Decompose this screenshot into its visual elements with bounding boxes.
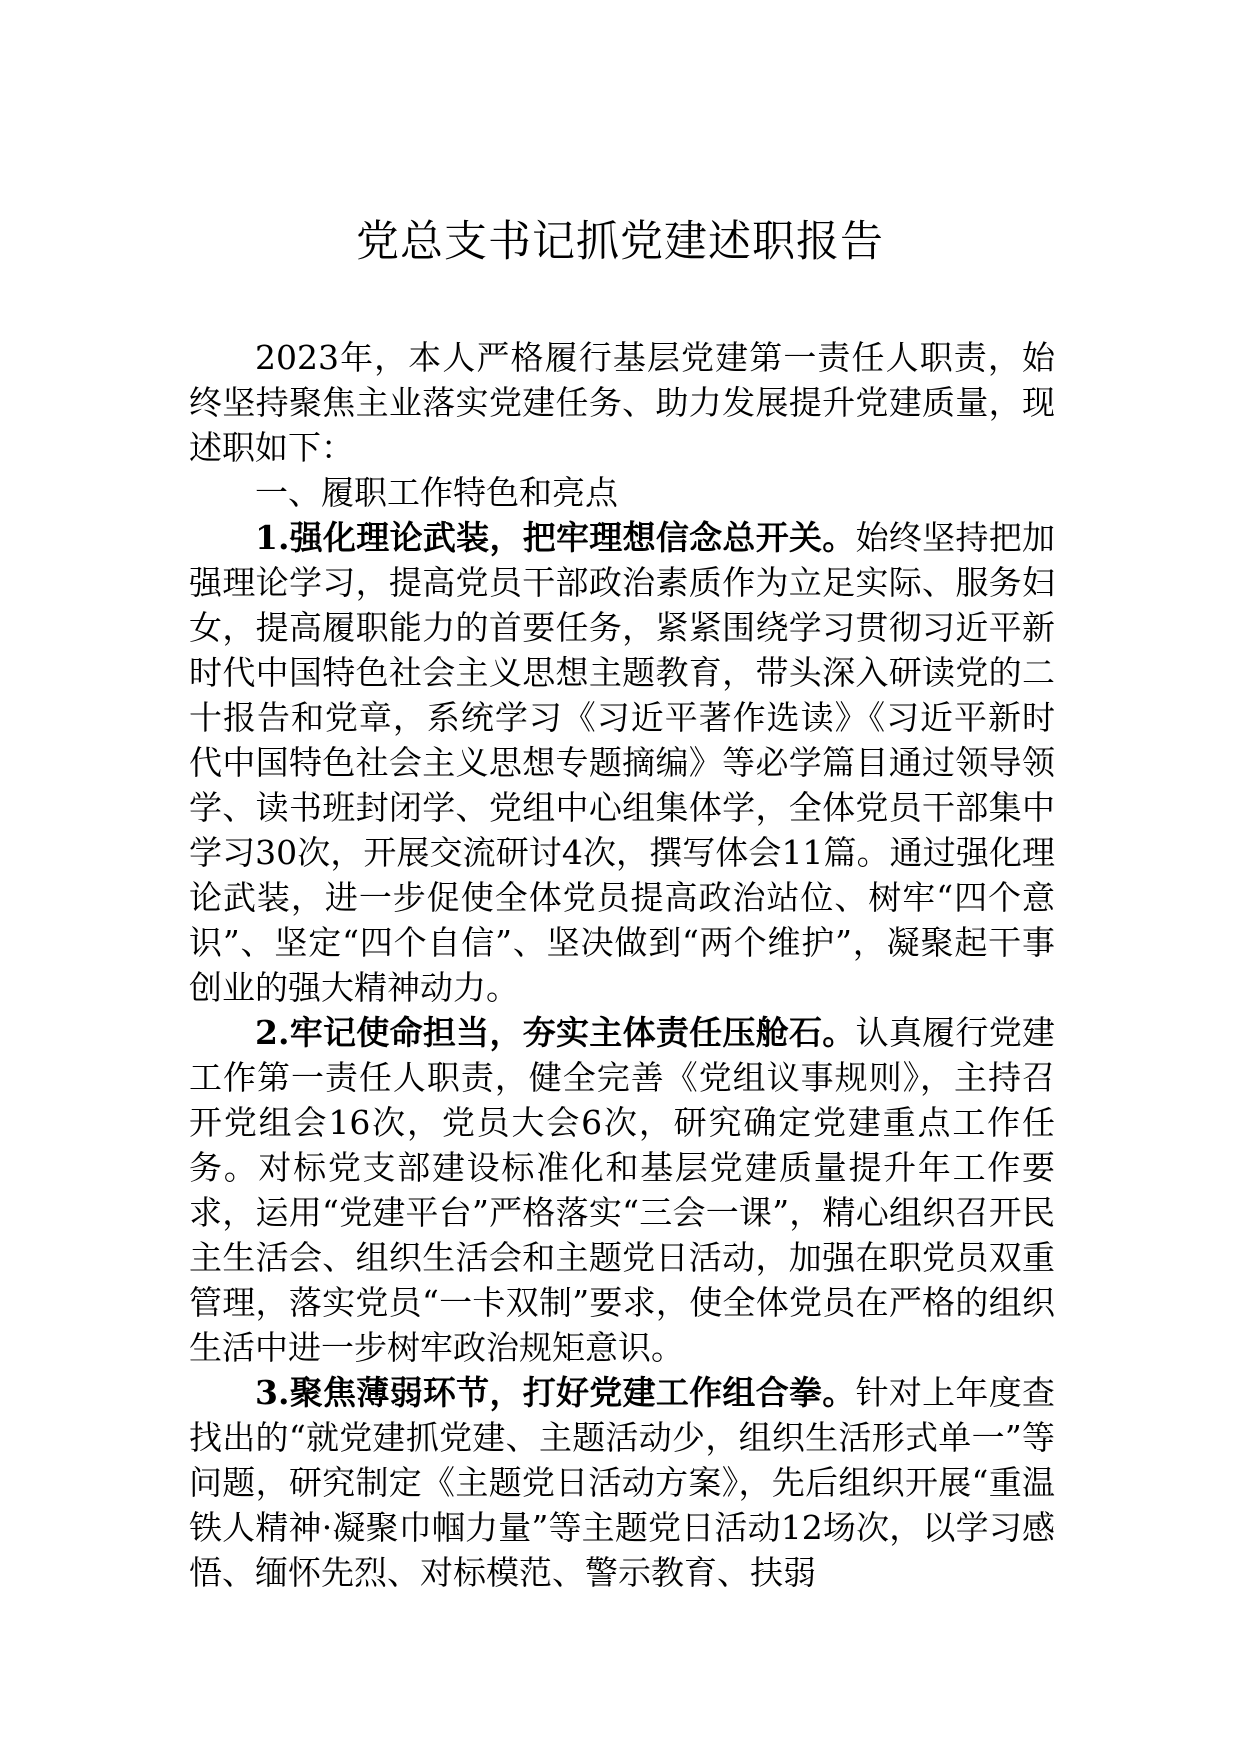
document-title: 党总支书记抓党建述职报告 xyxy=(356,217,884,267)
item-paragraph-2 xyxy=(189,1010,1055,1370)
item-paragraph-1 xyxy=(189,515,1055,1010)
item-text-3: 针对上年度查找出的“就党建抓党建、主题活动少，组织生活形式单一”等问题，研究制定《主题党日活动方案》，先后组织开展“重温铁人精神·凝聚巾帼力量”等主题党日活动12场次，以学习感悟、缅怀先烈、对标模范、警示教育、扶弱 xyxy=(189,1373,1056,1592)
item-text-2: 认真履行党建工作第一责任人职责，健全完善《党组议事规则》，主持召开党组会16次，党员大会6次，研究确定党建重点工作任务。对标党支部建设标准化和基层党建质量提升年工作要求，运用“党建平台”严格落实“三会一课”，精心组织召开民主生活会、组织生活会和主题党日活动，加强在职党员双重管理，落实党员“一卡双制”要求，使全体党员在严格的组织生活中进一步树牢政治规矩意识。 xyxy=(189,1013,1056,1367)
section-heading: 一、履职工作特色和亮点 xyxy=(255,473,618,512)
item-paragraph-3 xyxy=(189,1370,1055,1595)
item-lead-1: 1.强化理论武装，把牢理想信念总开关。 xyxy=(255,518,856,557)
item-lead-2: 2.牢记使命担当，夯实主体责任压舱石。 xyxy=(255,1013,856,1052)
intro-paragraph: 2023年，本人严格履行基层党建第一责任人职责，始终坚持聚焦主业落实党建任务、助力发展提升党建质量，现述职如下： xyxy=(189,338,1055,467)
item-lead-3: 3.聚焦薄弱环节，打好党建工作组合拳。 xyxy=(255,1373,856,1412)
item-text-1: 始终坚持把加强理论学习，提高党员干部政治素质作为立足实际、服务妇女，提高履职能力的首要任务，紧紧围绕学习贯彻习近平新时代中国特色社会主义思想主题教育，带头深入研读党的二十报告和党章，系统学习《习近平著作选读》《习近平新时代中国特色社会主义思想专题摘编》等必学篇目通过领导领学、读书班封闭学、党组中心组集体学，全体党员干部集中学习30次，开展交流研讨4次，撰写体会11篇。通过强化理论武装，进一步促使全体党员提高政治站位、树牢“四个意识”、坚定“四个自信”、坚决做到“两个维护”，凝聚起干事创业的强大精神动力。 xyxy=(189,518,1056,1007)
document-body xyxy=(189,335,1055,1595)
